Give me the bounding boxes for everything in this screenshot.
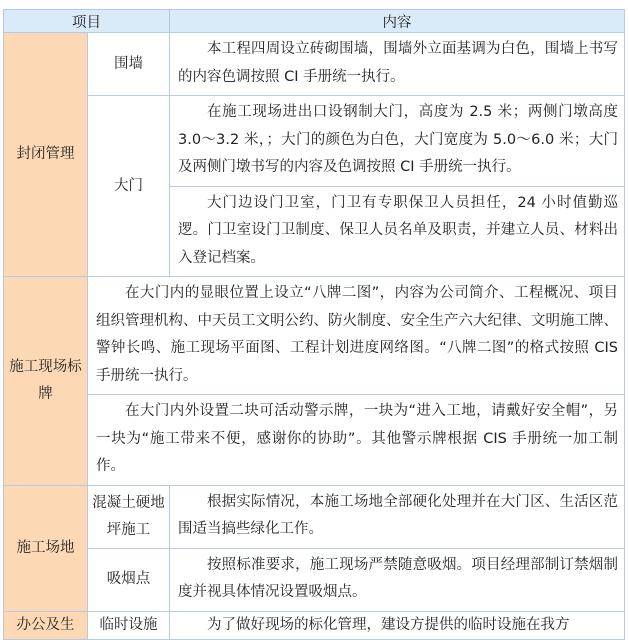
sub-item-gate: 大门: [88, 96, 170, 277]
content-cell: 按照标准要求，施工现场严禁随意吸烟。项目经理部制订禁烟制度并视具体情况设置吸烟点。: [170, 548, 625, 611]
header-content: 内容: [170, 10, 625, 33]
content-cell: 在大门内外设置二块可活动警示牌，一块为“进入工地，请戴好安全帽”，另一块为“施工带来不便，感谢你的协助”。其他警示牌根据 CIS 手册统一加工制作。: [88, 395, 625, 486]
category-office-living: 办公及生: [4, 611, 88, 639]
sub-item-temporary-facilities: 临时设施: [88, 611, 170, 639]
sub-item-concrete-floor: 混凝土硬地坪施工: [88, 485, 170, 548]
table-row: [4, 485, 625, 548]
table-row: [4, 33, 625, 96]
table-row: [4, 96, 625, 187]
content-table: [3, 9, 625, 640]
table-row: [4, 277, 625, 395]
category-closed-management: 封闭管理: [4, 33, 88, 277]
table-row: [4, 548, 625, 611]
content-cell: 为了做好现场的标化管理，建设方提供的临时设施在我方: [170, 611, 625, 639]
content-cell: 根据实际情况，本施工场地全部硬化处理并在大门区、生活区范围适当搞些绿化工作。: [170, 485, 625, 548]
content-cell: 在施工现场进出口设钢制大门，高度为 2.5 米；两侧门墩高度 3.0～3.2 米，；大门的颜色为白色，大门宽度为 5.0～6.0 米；大门及两侧门墩书写的内容及色调按照 CI 手册统一执行。: [170, 96, 625, 187]
category-site-signage: 施工现场标牌: [4, 277, 88, 486]
table-row: [4, 395, 625, 486]
header-item: 项目: [4, 10, 170, 33]
header-row: [4, 10, 625, 33]
content-cell: 在大门内的显眼位置上设立“八牌二图”，内容为公司简介、工程概况、项目组织管理机构、中天员工文明公约、防火制度、安全生产六大纪律、文明施工牌、警钟长鸣、施工现场平面图、工程计划进度网络图。“八牌二图”的格式按照 CIS 手册统一执行。: [88, 277, 625, 395]
content-cell: 大门边设门卫室，门卫有专职保卫人员担任，24 小时值勤巡逻。门卫室设门卫制度、保卫人员名单及职责，并建立人员、材料出入登记档案。: [170, 186, 625, 277]
category-construction-site: 施工场地: [4, 485, 88, 611]
content-cell: 本工程四周设立砖砌围墙，围墙外立面基调为白色，围墙上书写的内容色调按照 CI 手册统一执行。: [170, 33, 625, 96]
sub-item-wall: 围墙: [88, 33, 170, 96]
table-row: [4, 611, 625, 639]
sub-item-smoking-area: 吸烟点: [88, 548, 170, 611]
